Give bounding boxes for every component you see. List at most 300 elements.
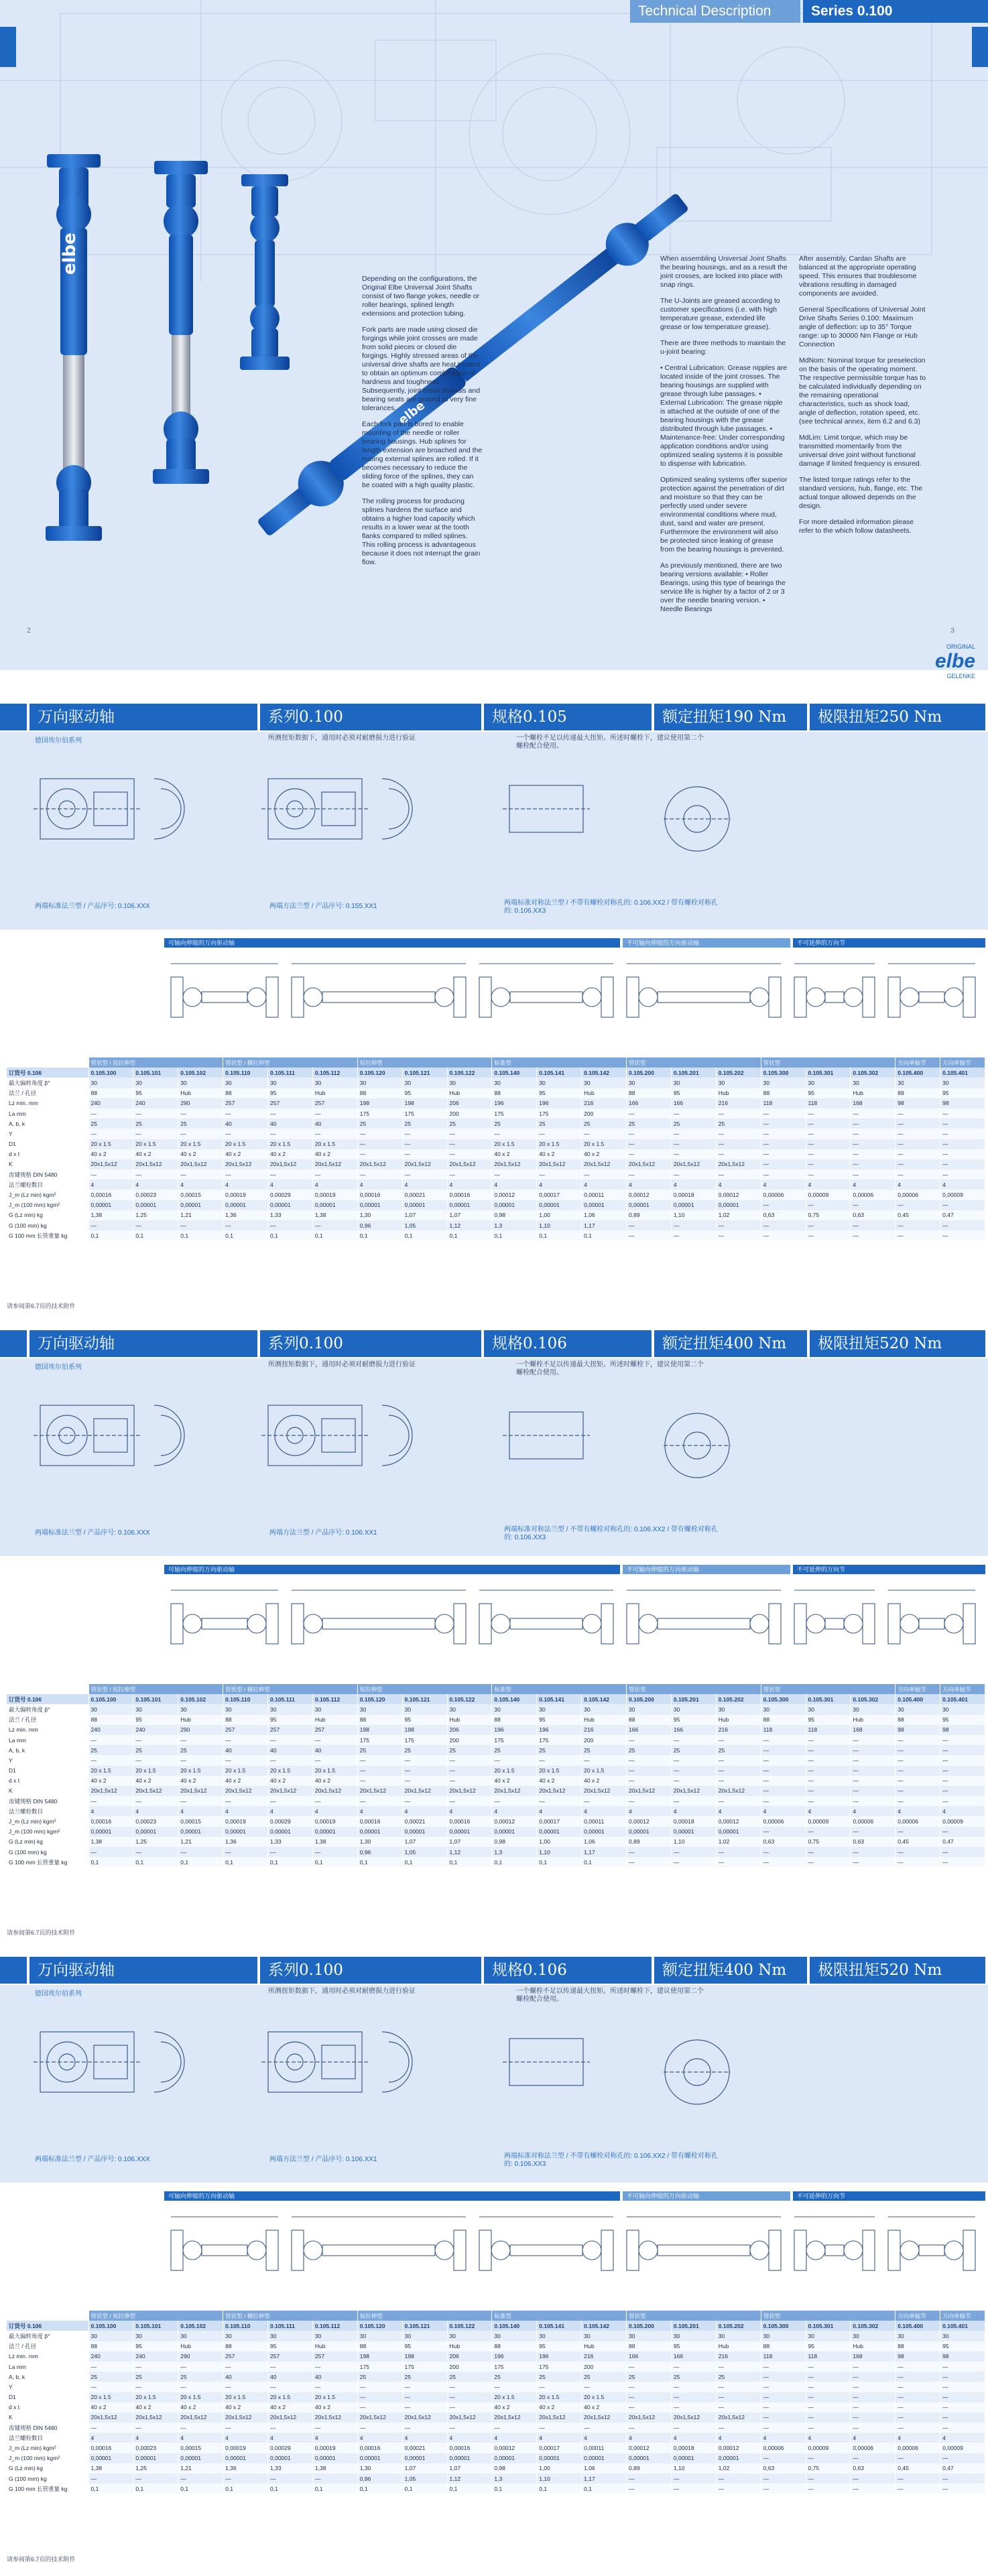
table-cell: 88 [357,1088,402,1098]
table-cell: — [223,2423,268,2433]
table-cell: 1,38 [312,2463,357,2473]
table-cell: 25 [671,2372,716,2382]
table-cell: 4 [312,1806,357,1816]
table-header-cell: 0.105.400 [896,1694,940,1704]
table-cell: 法兰螺栓数目 [7,1179,88,1189]
table-cell: 0,1 [402,2484,447,2494]
table-cell: 30 [88,1078,133,1088]
bolt-note: 一个螺栓不足以传递最大扭矩。所述时螺栓下，建议使用第二个螺栓配合使用。 [516,1988,704,2003]
table-cell: La mm [7,2362,88,2372]
table-cell: 30 [537,1704,582,1714]
table-cell: 0,75 [806,1837,851,1847]
table-cell: 40 x 2 [268,1776,313,1786]
table-cell: 20x1,5x12 [716,1786,761,1796]
table-cell: 30 [312,1704,357,1714]
table-cell: 30 [851,2331,896,2341]
table-cell: 216 [582,1098,627,1108]
table-cell: — [851,2382,896,2392]
table-cell: 0,00001 [178,1827,223,1837]
table-cell: Hub [716,1088,761,1098]
table-cell: 4 [806,1179,851,1189]
table-cell: — [671,1169,716,1179]
table-cell: 1,38 [88,1837,133,1847]
table-cell: 20 x 1.5 [537,1766,582,1776]
table-cell: 40 x 2 [492,2402,537,2412]
table-cell: 0,00006 [761,2443,806,2453]
table-cell: 95 [806,2341,851,2352]
table-cell: 198 [357,1725,402,1735]
table-cell: 4 [582,1806,627,1816]
table-cell: — [537,1129,582,1139]
table-cell: D1 [7,1139,88,1149]
table-cell: 0,47 [940,1210,985,1220]
table-cell: — [268,1129,313,1139]
caption-standard-flange: 两端标准法兰型 / 产品序号: 0.106.XXX [35,2156,150,2163]
table-cell: 30 [940,1704,985,1714]
table-cell: — [896,1118,940,1129]
description-column-1: Depending on the configurations, the Original Elbe Universal Joint Shafts consist of two flange yokes, needle or roller bearings, splined length extensions and protection tubing. Fork parts are made using closed die forgings while joint crosses are made from solid pieces or closed die forgings. Highly stressed areas of the universal drive shafts are heat treated to obtain an optimum combination of hardness and toughness. Subsequently, joint cross journals and bearing seats are ground to very fine tolerances. Each fork part is bored to enable mounting of the needle or roller bearing housings. Hub splines for length extension are broached and the mating external splines are rolled. If it becomes necessary to reduce the sliding force of the splines, they can be coated with a high quality plastic. The rolling process for producing splines hardens the surface and obtains a higher load capacity which results in a lower wear at the tooth flanks compared to milled splines. This rolling process is advantageous because it does not interrupt the grain flow. [362,275,483,566]
table-cell: 0,00001 [178,1200,223,1210]
table-cell: 200 [447,1735,492,1745]
table-cell: 88 [761,1088,806,1098]
table-cell: 1,21 [178,1837,223,1847]
table-group-header: 短拉伸型 [357,2311,492,2321]
table-cell: — [402,1755,447,1765]
catalog-page-1 [0,704,988,1313]
table-cell: 168 [851,2352,896,2362]
table-header-cell: 0.105.122 [447,2321,492,2331]
table-header-cell: 0.105.202 [716,1694,761,1704]
table-cell: G (Lz min) kg [7,1210,88,1220]
table-group-header: 管状型 [761,1057,896,1068]
table-cell: 0,00001 [88,1827,133,1837]
table-row [7,2423,985,2433]
table-cell: 0,89 [627,1837,672,1847]
table-cell: 0,00001 [492,2453,537,2463]
table-cell: — [716,2362,761,2372]
table-cell: La mm [7,1735,88,1745]
table-cell: 88 [627,1715,672,1725]
table-cell: — [896,2362,940,2372]
table-cell: 175 [357,2362,402,2372]
table-cell: — [402,1776,447,1786]
table-cell: — [223,1169,268,1179]
table-cell: — [357,1755,402,1765]
table-cell: 0,1 [268,1857,313,1867]
table-cell: 118 [806,1725,851,1735]
table-cell: — [940,1755,985,1765]
table-cell: 20x1,5x12 [716,2412,761,2423]
table-cell: 88 [761,1715,806,1725]
table-cell: 20x1,5x12 [447,1159,492,1169]
table-cell: — [761,2372,806,2382]
table-cell: 4 [851,1179,896,1189]
table-cell: — [716,1230,761,1240]
table-header-cell: 0.105.141 [537,1694,582,1704]
table-cell: 20 x 1.5 [133,1766,178,1776]
table-cell: 0,00009 [806,1816,851,1826]
table-cell: 40 [312,1118,357,1129]
table-cell: 0,00012 [492,1816,537,1826]
table-cell: 257 [223,1098,268,1108]
table-header-cell: 0.105.100 [88,1694,133,1704]
table-cell: 20 x 1.5 [178,1139,223,1149]
table-cell: 1,33 [268,1837,313,1847]
footnote: 请参阅第6.7页的技术附件 [7,1929,76,1936]
table-cell: — [761,1169,806,1179]
table-cell: — [806,1766,851,1776]
catalog-series: 系列0.100 [260,1957,481,1984]
table-cell: — [671,1857,716,1867]
table-cell: 20x1,5x12 [178,1786,223,1796]
table-cell: 25 [716,1118,761,1129]
table-cell: 25 [627,1745,672,1755]
table-cell: 20x1,5x12 [312,1159,357,1169]
table-cell: 30 [312,1078,357,1088]
table-cell: — [716,1149,761,1159]
table-cell: — [761,1796,806,1806]
table-cell: 30 [896,1078,940,1088]
table-cell: Hub [178,1088,223,1098]
table-cell: 40 [268,2372,313,2382]
table-group-header: 管状型 [627,2311,761,2321]
table-cell: 4 [582,2433,627,2443]
catalog-header [0,1330,988,1357]
table-cell: — [716,1766,761,1776]
table-cell: — [671,1735,716,1745]
table-cell: 20x1,5x12 [492,2412,537,2423]
table-cell: 齿键规格 DIN 5480 [7,1169,88,1179]
table-cell: — [716,1847,761,1857]
table-cell: 20 x 1.5 [582,1139,627,1149]
table-cell: — [940,2362,985,2372]
table-cell: J_m (100 mm) kgm² [7,1827,88,1837]
table-cell: — [582,1129,627,1139]
catalog-title: 万向驱动轴 [29,704,257,730]
table-group-header: 管状型 / 横拉伸型 [223,1057,358,1068]
table-group-header: 标准型 [492,1057,627,1068]
table-cell: 1,02 [716,2463,761,2473]
table-cell: 95 [402,2341,447,2352]
table-cell: 0,00001 [223,2453,268,2463]
table-cell: — [896,1857,940,1867]
bar-single-joint: 不可延伸的万向节 [793,2191,985,2201]
table-cell: 25 [402,2372,447,2382]
table-header-cell: 0.105.140 [492,1694,537,1704]
table-cell: — [357,1149,402,1159]
table-cell: 0,00001 [447,1827,492,1837]
table-cell: — [312,2362,357,2372]
table-cell: 4 [223,1806,268,1816]
table-cell: 0,1 [223,1857,268,1867]
table-cell: 40 x 2 [537,1149,582,1159]
table-cell: — [312,2382,357,2392]
table-row [7,1169,985,1179]
table-cell: 0,1 [268,2484,313,2494]
table-cell: 25 [582,2372,627,2382]
table-cell: — [940,2473,985,2484]
table-cell: 0,00029 [268,2443,313,2453]
table-cell: 0,00001 [582,1200,627,1210]
table-header-cell: 0.105.102 [178,2321,223,2331]
table-cell: — [178,2382,223,2392]
table-cell: — [806,2473,851,2484]
table-cell: — [178,1796,223,1806]
table-cell: 4 [716,2433,761,2443]
table-cell: — [357,2382,402,2392]
table-cell: — [761,1755,806,1765]
table-cell: — [851,2423,896,2433]
table-row [7,1098,985,1108]
table-cell: 0,00001 [537,2453,582,2463]
table-cell: 40 x 2 [223,1149,268,1159]
shaft-short-1 [46,154,102,541]
table-cell: — [627,1766,672,1776]
table-cell: 198 [357,2352,402,2362]
table-cell: 40 x 2 [582,2402,627,2412]
table-cell: — [133,2382,178,2392]
table-cell: 0,1 [582,1857,627,1867]
table-cell: — [671,1776,716,1786]
table-cell: 0,1 [447,1230,492,1240]
table-cell: 0,63 [851,1210,896,1220]
table-cell: Lz min. mm [7,1098,88,1108]
table-header-cell: 0.105.202 [716,1068,761,1078]
table-cell: K [7,2412,88,2423]
table-cell: 257 [223,1725,268,1735]
table-cell: 25 [88,2372,133,2382]
table-cell: 25 [402,1745,447,1755]
table-cell: — [851,2362,896,2372]
table-cell: 40 x 2 [133,1776,178,1786]
table-cell: — [761,1847,806,1857]
table-cell: A, b, k [7,1745,88,1755]
table-cell: 4 [940,1806,985,1816]
table-cell: — [716,1796,761,1806]
table-cell: 法兰 / 孔径 [7,1715,88,1725]
footnote: 请参阅第6.7页的技术附件 [7,2556,76,2563]
table-cell: — [402,1149,447,1159]
table-cell: — [627,1857,672,1867]
table-cell: 30 [268,2331,313,2341]
table-cell: 0,1 [178,1230,223,1240]
table-cell: 20x1,5x12 [268,2412,313,2423]
table-cell: — [268,2423,313,2433]
table-cell: Hub [178,1715,223,1725]
table-cell: — [806,2372,851,2382]
table-cell: 4 [268,1806,313,1816]
table-cell: 30 [627,1078,672,1088]
table-cell: 4 [223,1179,268,1189]
table-cell: 4 [357,2433,402,2443]
table-cell: 0,00018 [671,2443,716,2453]
table-cell: — [223,2362,268,2372]
table-cell: 40 x 2 [582,1149,627,1159]
table-cell: 88 [357,1715,402,1725]
table-cell: 0,75 [806,2463,851,2473]
table-cell: 257 [312,1725,357,1735]
table-cell: — [447,1776,492,1786]
table-header-cell: 0.105.102 [178,1694,223,1704]
table-cell: 0,00001 [133,1200,178,1210]
table-cell: 20x1,5x12 [627,1159,672,1169]
table-cell: 175 [492,1108,537,1118]
table-cell: 4 [761,2433,806,2443]
table-header-cell: 0.105.400 [896,1068,940,1078]
table-cell: 40 [223,1745,268,1755]
table-cell: — [851,1827,896,1837]
table-cell: 0,00016 [88,1816,133,1826]
table-cell: — [582,1796,627,1806]
table-cell: — [133,1796,178,1806]
table-cell: — [312,1847,357,1857]
table-cell: 0,00018 [671,1816,716,1826]
table-cell: 1,12 [447,1847,492,1857]
table-cell: — [761,1118,806,1129]
table-cell: 1,07 [447,1837,492,1847]
table-cell: — [447,1796,492,1806]
table-cell: 20x1,5x12 [402,1159,447,1169]
table-cell: 4 [402,1179,447,1189]
table-cell: 0,00016 [357,1816,402,1826]
table-cell: 0,00017 [537,1189,582,1200]
catalog-page-3 [0,1957,988,2576]
table-cell: 30 [582,1704,627,1714]
table-cell: 4 [582,1179,627,1189]
table-cell: — [447,1129,492,1139]
table-cell: 0,00001 [582,1827,627,1837]
table-cell: 0,1 [312,1857,357,1867]
table-cell: 1,00 [537,1210,582,1220]
table-cell: 30 [716,1078,761,1088]
table-cell: 4 [671,1179,716,1189]
bar-single-joint: 不可延伸的万向节 [793,1565,985,1574]
table-cell: 95 [806,1088,851,1098]
table-group-row [7,1057,985,1068]
table-cell: 4 [402,2433,447,2443]
table-cell: 0,1 [268,1230,313,1240]
table-cell: 95 [671,2341,716,2352]
table-cell: — [940,1129,985,1139]
table-header-cell: 0.105.111 [268,1694,313,1704]
table-cell: 0,00001 [627,2453,672,2463]
table-cell: — [851,1735,896,1745]
table-cell: 0,00001 [671,1200,716,1210]
table-cell: — [671,1755,716,1765]
description-column-2: When assembling Universal Joint Shafts the bearing housings, and as a result the joint crosses, are locked into place with snap rings. The U-Joints are greased according to customer specifications (i.e. with high temperature grease, extended life grease or low temperature grease). There are three methods to maintain the u-joint bearing: • Central Lubrication: Grease nipples are located inside of the joint crosses. The bearing housings are supplied with grease through lube passages. • External Lubrication: The grease nipple is attached at the outside of one of the bearing housings with the grease distributed through lube passages. • Maintenance-free: Under corresponding application conditions and/or using optimized sealing systems it is possible to dispense with lubrication. Optimized sealing systems offer superior protection against the penetration of dirt and moisture so that they can be perfectly used under severe environmental conditions where mud, dust, sand and water are present. Furthermore the environment will also be protected since leaking of grease from the bearing housings is prevented. As previously mentioned, there are two bearing versions available: • Roller Bearings, using this type of bearings the service life is higher by a factor of 2 or 3 over the needle bearing version. • Needle Bearings [660,255,788,613]
table-row [7,2372,985,2382]
table-cell: — [671,1129,716,1139]
table-cell: 1,10 [537,1220,582,1230]
table-row [7,1129,985,1139]
table-cell: 40 [312,1745,357,1755]
table-header-cell: 0.105.201 [671,1068,716,1078]
table-header-cell: 0.105.121 [402,2321,447,2331]
table-cell: — [896,1139,940,1149]
table-cell: 118 [761,1725,806,1735]
table-cell: — [896,2402,940,2412]
table-cell: — [806,1847,851,1857]
table-cell: — [851,1108,896,1118]
table-cell: 166 [627,1725,672,1735]
catalog-size: 规格0.105 [484,704,652,730]
table-cell: 30 [88,1704,133,1714]
table-cell: 175 [492,1735,537,1745]
table-cell: 1,17 [582,1220,627,1230]
table-cell: 30 [537,1078,582,1088]
table-cell: D1 [7,1766,88,1776]
table-row [7,1735,985,1745]
table-cell: 20x1,5x12 [582,1786,627,1796]
table-cell: 216 [582,2352,627,2362]
table-cell: 1,36 [223,2463,268,2473]
table-cell: — [761,1159,806,1169]
table-cell: 95 [402,1088,447,1098]
table-cell: 20x1,5x12 [627,2412,672,2423]
side-tab-right [972,27,988,67]
shaft-type-drawings [164,950,985,1051]
table-cell: 175 [357,1735,402,1745]
table-header-cell: 0.105.112 [312,1068,357,1078]
table-cell: 0,00016 [447,2443,492,2453]
caption-square-flange: 两端方法兰型 / 产品序号: 0.106.XX1 [269,2156,377,2163]
table-cell: 25 [537,1745,582,1755]
table-cell: 20x1,5x12 [716,1159,761,1169]
table-cell: — [133,2423,178,2433]
table-cell: 200 [447,2362,492,2372]
table-cell: 196 [492,2352,537,2362]
table-cell: — [896,2423,940,2433]
caption-symmetric-flange: 两端标准对称法兰型 / 不带有螺栓对称孔的: 0.106.XX2 / 带有螺栓对称孔的: 0.106.XX3 [504,899,718,915]
table-cell: 30 [806,1704,851,1714]
catalog-page-2 [0,1330,988,1940]
table-cell: — [492,1169,537,1179]
table-row [7,1078,985,1088]
table-cell: — [806,2423,851,2433]
table-cell: 0,00006 [851,1189,896,1200]
table-cell: — [806,2412,851,2423]
table-cell: — [402,2392,447,2402]
table-row [7,1088,985,1098]
table-cell: 20 x 1.5 [492,2392,537,2402]
table-header-cell: 0.105.400 [896,2321,940,2331]
catalog-header [0,1957,988,1984]
table-cell: 20x1,5x12 [582,2412,627,2423]
table-cell: 30 [896,2331,940,2341]
table-cell: 200 [582,1735,627,1745]
table-cell: 30 [133,1704,178,1714]
table-cell: 25 [447,1745,492,1755]
table-cell: — [223,1220,268,1230]
table-cell: 0,00001 [492,1827,537,1837]
table-cell: 95 [940,1715,985,1725]
table-cell: 20x1,5x12 [357,2412,402,2423]
table-cell: 0,00023 [133,2443,178,2453]
table-cell: 257 [268,2352,313,2362]
table-header-cell: 0.105.120 [357,2321,402,2331]
table-row [7,1149,985,1159]
table-cell: 0,47 [940,1837,985,1847]
table-cell: 1,07 [447,2463,492,2473]
table-cell: 4 [716,1179,761,1189]
table-cell: — [806,1108,851,1118]
table-cell: — [896,2392,940,2402]
table-cell: 0,00001 [357,1200,402,1210]
table-row [7,2331,985,2341]
table-cell: 0,63 [761,2463,806,2473]
table-cell: — [671,2484,716,2494]
table-cell: 4 [940,1179,985,1189]
